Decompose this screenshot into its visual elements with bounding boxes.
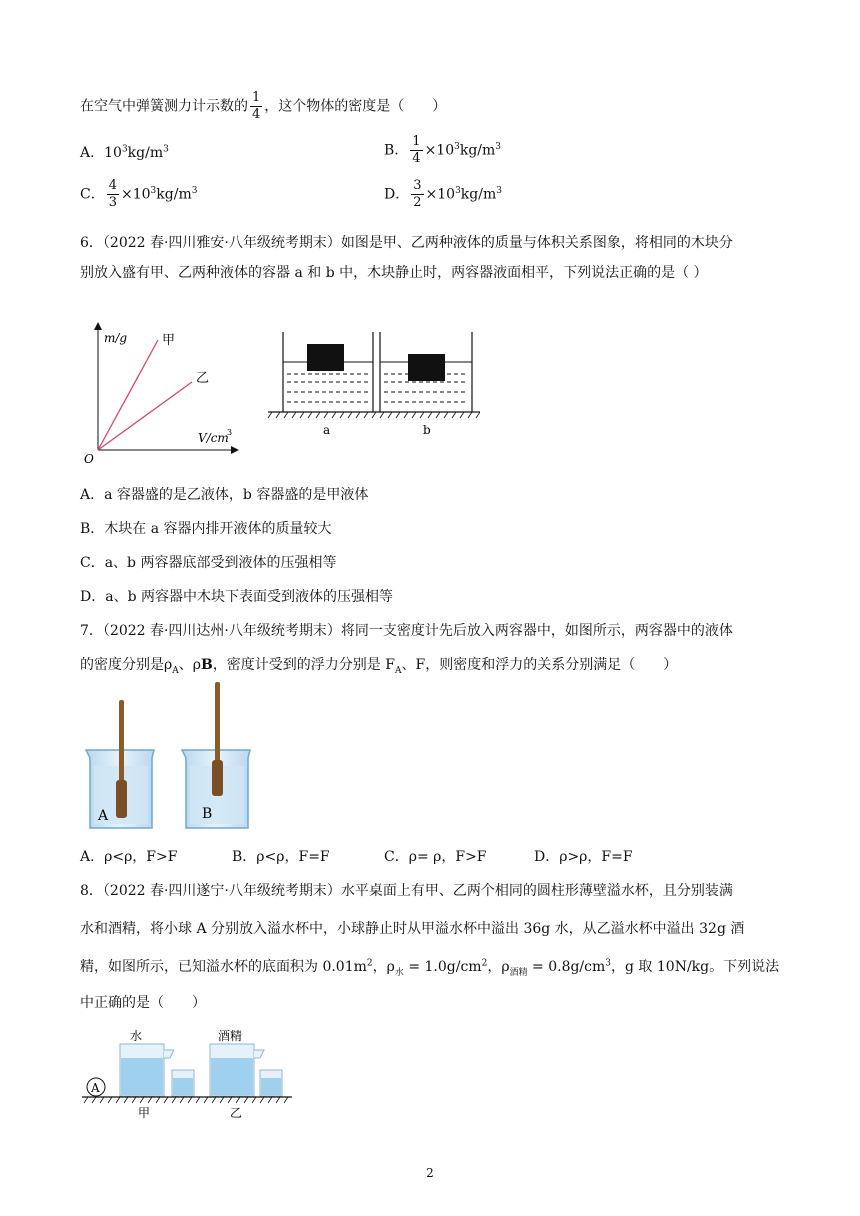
q5-stem-end: ，这个物体的密度是（ ）: [264, 98, 447, 115]
label-jia: 甲: [138, 1106, 151, 1120]
q5-option-a: A．$10^3kg/m^3$: [80, 144, 169, 161]
q7-option-a: A．ρ<ρ，F>F: [80, 849, 178, 865]
series-jia-line: [98, 340, 158, 450]
label-yi: 乙: [230, 1106, 243, 1120]
q5-fraction: $\frac{1}{4}$: [252, 90, 261, 122]
beaker-a-label: A: [98, 808, 109, 824]
q7-option-b: B．ρ<ρ，F=F: [232, 849, 330, 865]
q8-stem-line2: 水和酒精，将小球 A 分别放入溢水杯中，小球静止时从甲溢水杯中溢出 36g 水，从乙溢水杯中溢出 32g 酒: [80, 921, 745, 937]
beaker-b-label: B: [202, 806, 213, 822]
q6-stem-line1: 6．（2022 春·四川雅安·八年级统考期末）如图是甲、乙两种液体的质量与体积关系图象，将相同的木块分: [80, 235, 733, 251]
q5-stem-text: 在空气中弹簧测力计示数的: [80, 98, 248, 115]
beaker-b: [182, 682, 250, 828]
q5-option-d: D． $\frac{3}{2}$ $\times 10^3kg/m^3$: [384, 178, 502, 210]
q6-figure: [80, 322, 480, 467]
wood-block-a: [307, 344, 344, 371]
q6-option-b: B．木块在 a 容器内排开液体的质量较大: [80, 521, 332, 537]
q8-stem-line4: 中正确的是（ ）: [80, 995, 206, 1011]
small-beaker-yi: [260, 1070, 282, 1096]
label-water: 水: [130, 1029, 143, 1043]
q6-option-a: A．a 容器盛的是乙液体，b 容器盛的是甲液体: [80, 487, 369, 503]
q5-option-b: B． $\frac{1}{4}$ $\times 10^3kg/m^3$: [384, 134, 502, 166]
graph-y-label: m/g: [104, 331, 128, 345]
q7-option-d: D．ρ>ρ，F=F: [534, 849, 633, 865]
q6-stem-line2: 别放入盛有甲、乙两种液体的容器 a 和 b 中，木块静止时，两容器液面相平，下列说法正确的是（ ）: [80, 265, 708, 281]
overflow-cup-yi: [210, 1044, 264, 1096]
q7-figure: [82, 680, 262, 835]
q8-stem-line1: 8．（2022 春·四川遂宁·八年级统考期末）水平桌面上有甲、乙两个相同的圆柱形薄壁溢水杯，且分别装满: [80, 883, 733, 899]
container-b-label: b: [423, 423, 431, 437]
label-alcohol: 酒精: [218, 1029, 243, 1043]
q8-figure: [80, 1026, 294, 1121]
q6-option-d: D．a、b 两容器中木块下表面受到液体的压强相等: [80, 589, 393, 605]
container-a-label: a: [323, 423, 331, 437]
q7-option-c: C．ρ= ρ，F>F: [384, 849, 487, 865]
q7-stem-line2: 的密度分别是$\rho_A$、ρB，密度计受到的浮力分别是 $F_A$、F，则密度和浮力的关系分别满足（ ）: [80, 657, 678, 676]
wood-block-b: [408, 354, 445, 381]
svg-text:3: 3: [227, 428, 233, 437]
small-beaker-jia: [172, 1070, 194, 1096]
series-yi-label: 乙: [196, 371, 210, 386]
graph-x-label: V/cm: [198, 431, 229, 445]
series-yi-line: [98, 382, 192, 450]
container-b: [380, 332, 472, 412]
container-a: [283, 332, 373, 412]
page-number: 2: [426, 1166, 434, 1180]
q5-stem: [80, 90, 446, 123]
q7-stem-line1: 7．（2022 春·四川达州·八年级统考期末）将同一支密度计先后放入两容器中，如图所示，两容器中的液体: [80, 623, 733, 639]
q6-option-c: C．a、b 两容器底部受到液体的压强相等: [80, 555, 337, 571]
beaker-a: [86, 700, 154, 828]
svg-text:A: A: [91, 1081, 100, 1095]
q8-stem-line3: 精，如图所示，已知溢水杯的底面积为 $0.01m^2$，$\rho_水 = 1.0g/cm^2$，$\rho_{酒精} = 0.8g/cm^3$，g 取 10N/kg。下列说法: [80, 958, 780, 978]
series-jia-label: 甲: [162, 333, 176, 348]
q5-option-c: C． $\frac{4}{3}$ $\times 10^3kg/m^3$: [80, 178, 198, 210]
graph-origin: O: [84, 452, 94, 466]
overflow-cup-jia: [120, 1044, 174, 1096]
